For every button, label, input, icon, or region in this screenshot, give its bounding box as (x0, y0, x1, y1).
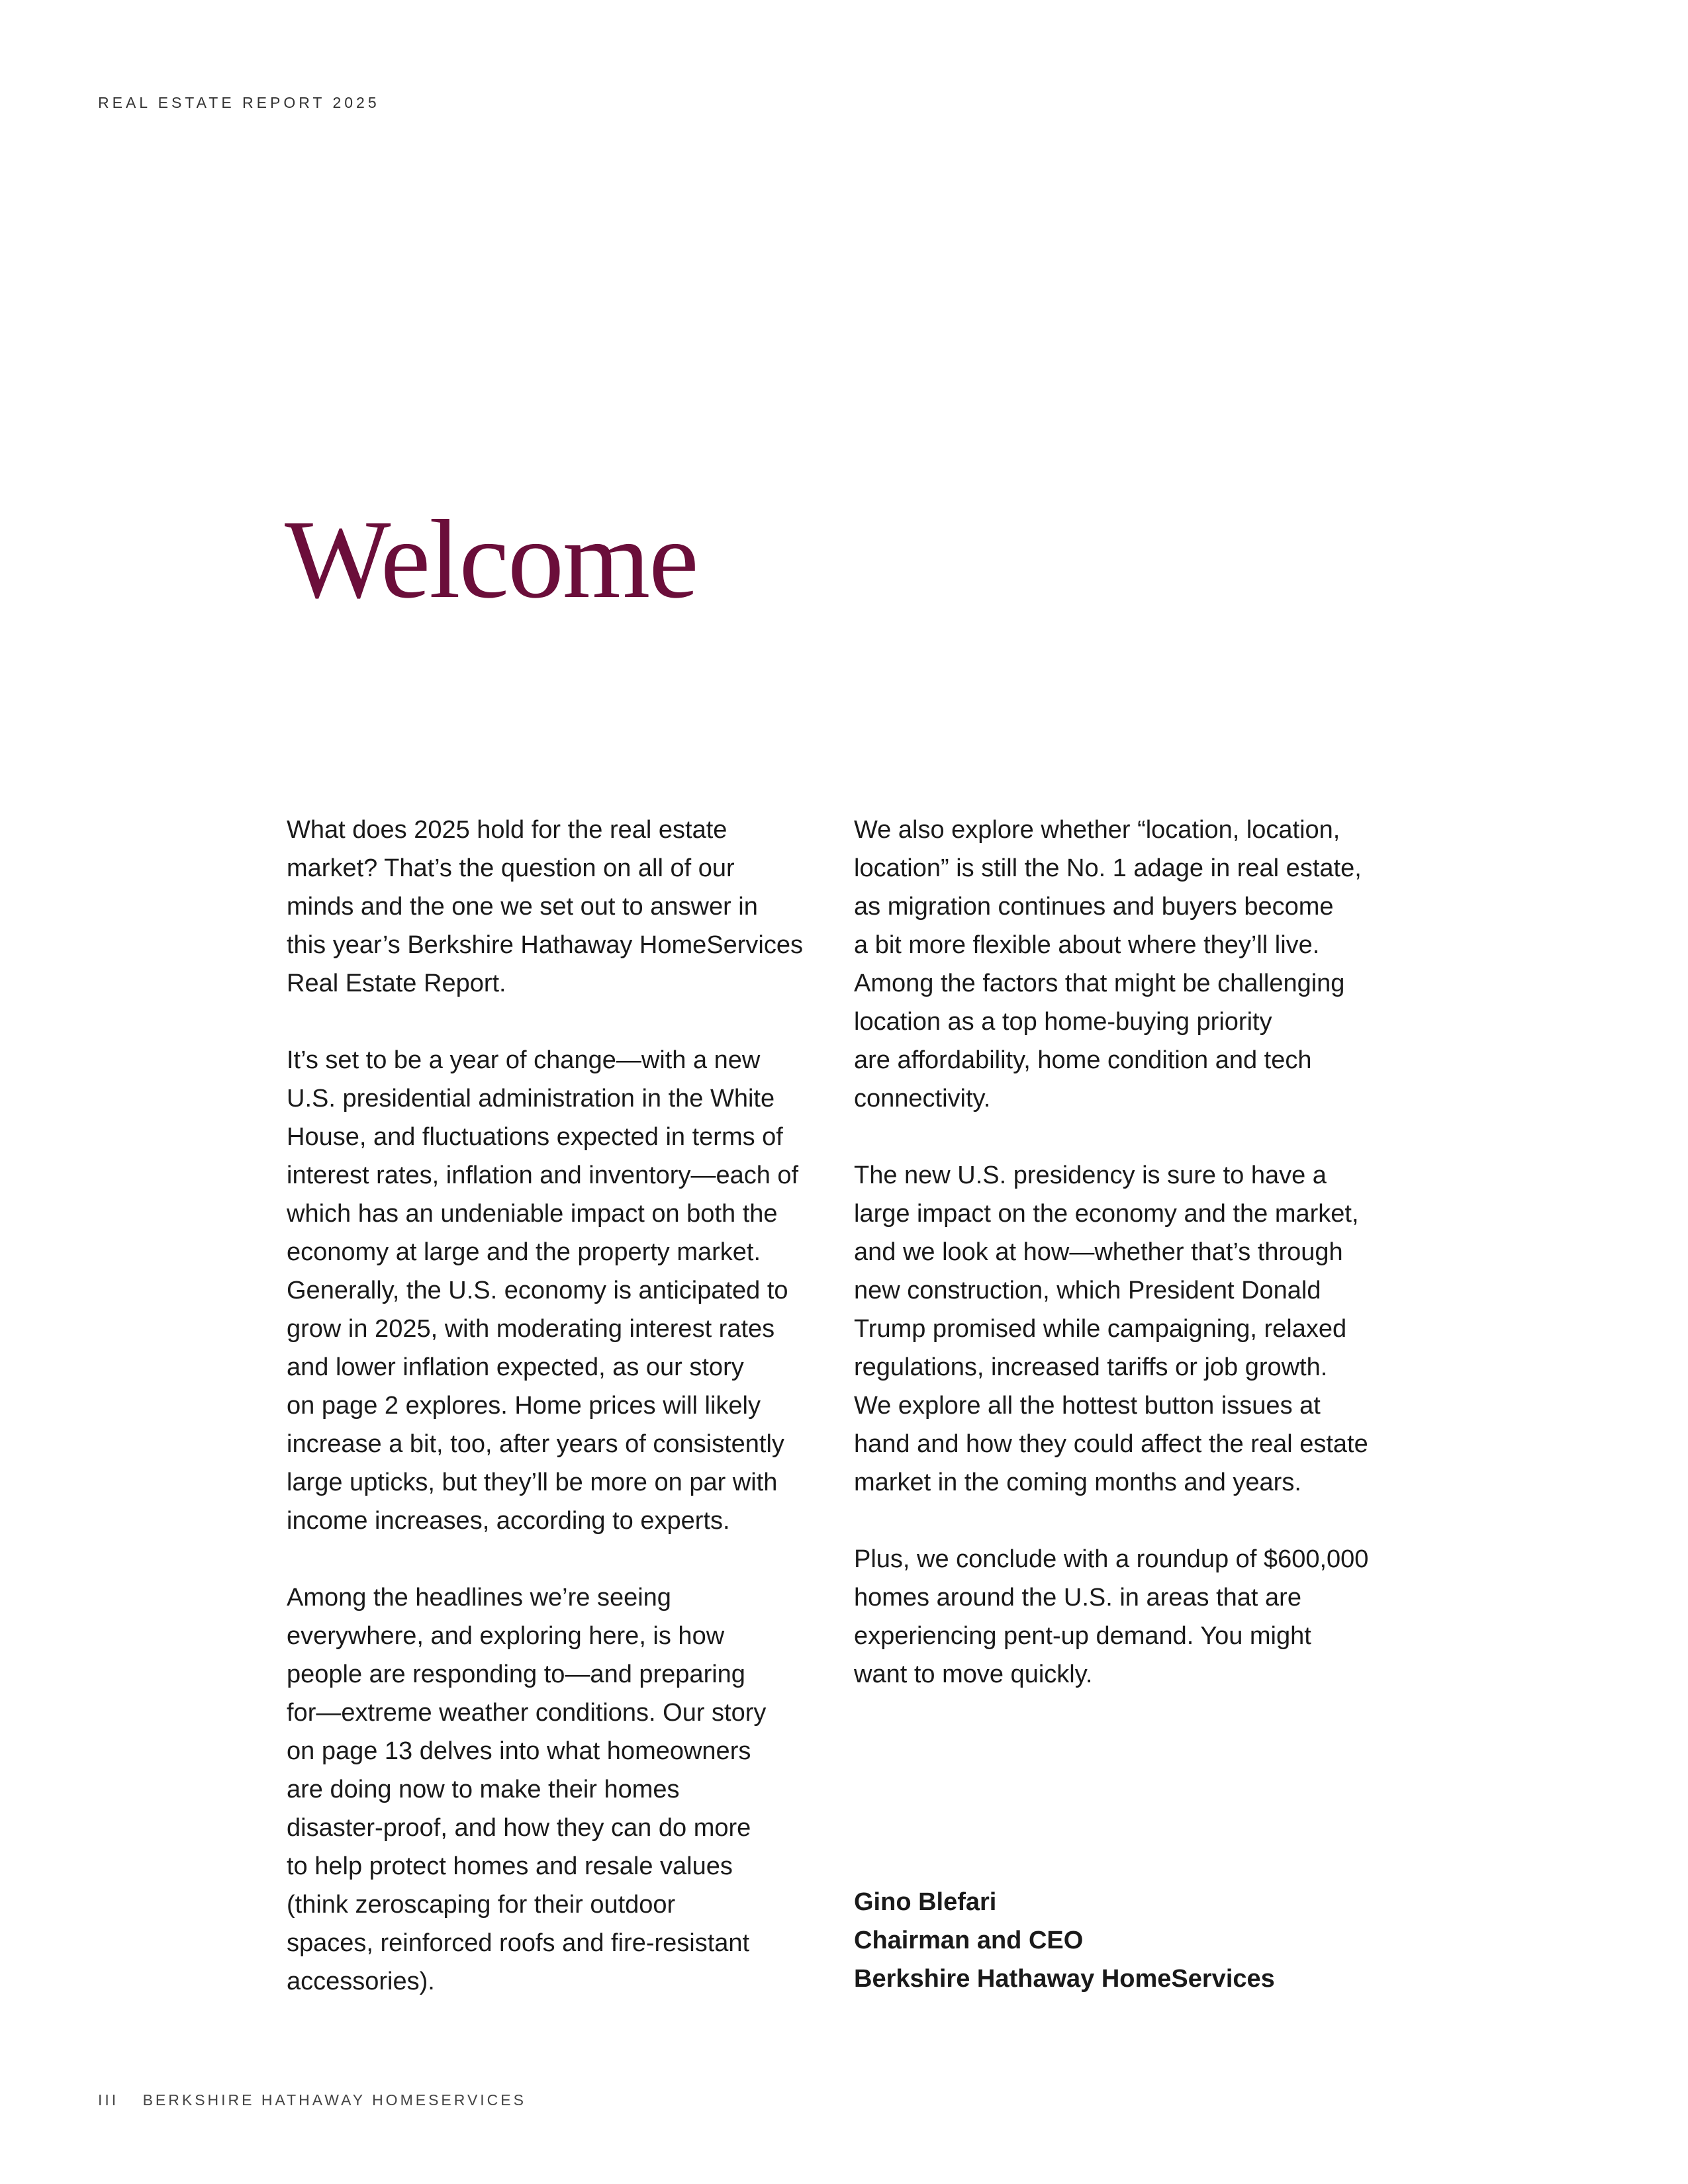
left-column (287, 811, 843, 2039)
report-header-label: REAL ESTATE REPORT 2025 (98, 94, 380, 111)
page-number: III (98, 2091, 119, 2109)
location-paragraph: We also explore whether “location, location, location” is still the No. 1 adage in real estate, as migration continues and buyers become a bit more flexible about where they’ll live. Among the factors that might be challenging location as a top home-buying priority are affordability, home condition and tech connectivity. (854, 816, 1362, 1113)
page-title: Welcome (285, 497, 698, 621)
signature-role: Chairman and CEO (854, 1927, 1084, 1954)
signature-company: Berkshire Hathaway HomeServices (854, 1965, 1275, 1993)
right-column (854, 811, 1410, 1732)
roundup-paragraph: Plus, we conclude with a roundup of $600,000 homes around the U.S. in areas that are experiencing pent-up demand. You might want to move quickly. (854, 1545, 1369, 1688)
signature-block (854, 1883, 1275, 1998)
page-footer (98, 2091, 526, 2109)
presidency-paragraph: The new U.S. presidency is sure to have a large impact on the economy and the market, and we look at how—whether that’s through new construction, which President Donald Trump promised while campaigning, relaxed regulations, increased tariffs or job growth. We explore all the hottest button issues at hand and how they could affect the real estate market in the coming months and years. (854, 1161, 1368, 1496)
weather-paragraph: Among the headlines we’re seeing everywhere, and exploring here, is how people are responding to—and preparing for—extreme weather conditions. Our story on page 13 delves into what homeowners are doing now to make their homes disaster-proof, and how they can do more to help protect homes and resale values (think zeroscaping for their outdoor spaces, reinforced roofs and fire-resistant accessories). (287, 1584, 767, 1995)
economy-paragraph: It’s set to be a year of change—with a new U.S. presidential administration in the White House, and fluctuations expected in terms of interest rates, inflation and inventory—each of which has an undeniable impact on both the economy at large and the property market. Generally, the U.S. economy is anticipated to grow in 2025, with moderating interest rates and lower inflation expected, as our story on page 2 explores. Home prices will likely increase a bit, too, after years of consistently large upticks, but they’ll be more on par with income increases, according to experts. (287, 1046, 799, 1535)
intro-paragraph: What does 2025 hold for the real estate market? That’s the question on all of our minds and the one we set out to answer in this year’s Berkshire Hathaway HomeServices Real Estate Report. (287, 816, 804, 997)
footer-brand: BERKSHIRE HATHAWAY HOMESERVICES (142, 2091, 526, 2109)
signature-name: Gino Blefari (854, 1888, 997, 1916)
